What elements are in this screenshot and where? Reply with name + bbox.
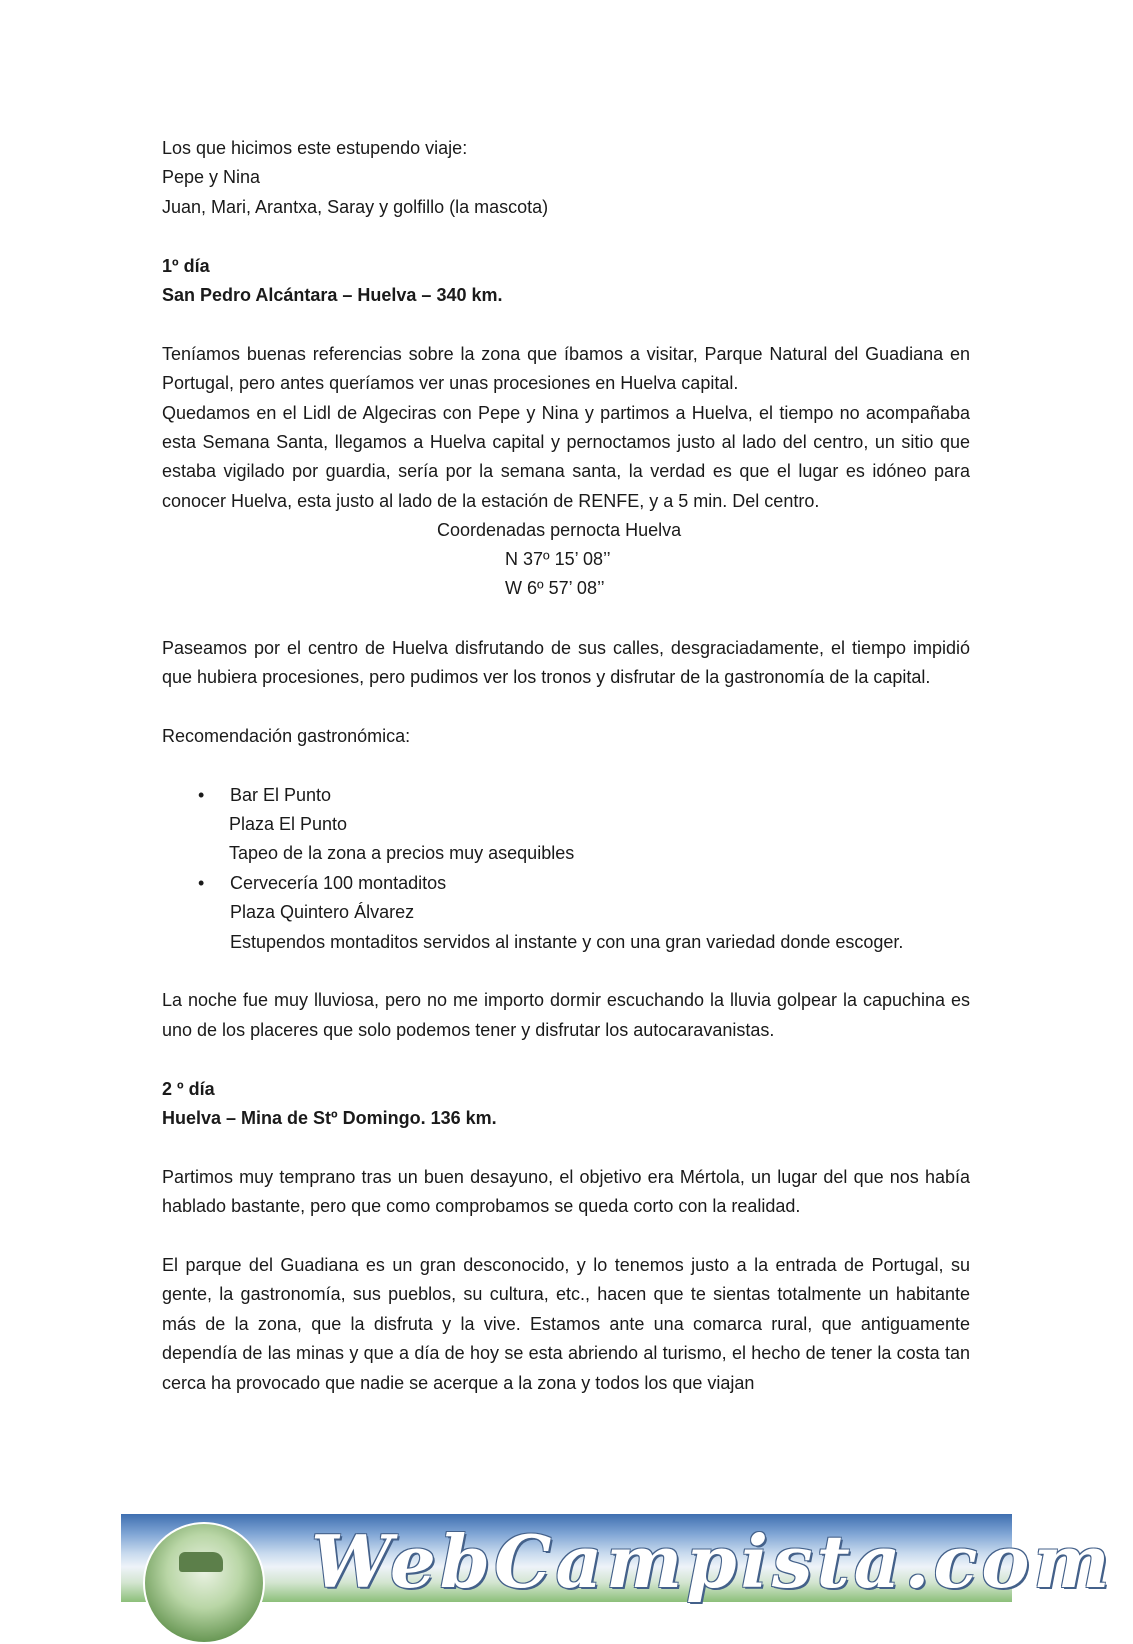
day1-paragraph-1: Teníamos buenas referencias sobre la zona que íbamos a visitar, Parque Natural del Guadiana en Portugal, pero antes queríamos ver unas procesiones en Huelva capital.: [162, 343, 970, 394]
day1-paragraph-3: Paseamos por el centro de Huelva disfrutando de sus calles, desgraciadamente, el tiempo impidió que hubiera procesiones, pero pudimos ver los tronos y disfrutar de la gastronomía de la capital.: [162, 637, 970, 688]
spacer: [162, 957, 970, 986]
day2-paragraph-2: El parque del Guadiana es un gran desconocido, y lo tenemos justo a la entrada de Portugal, su gente, la gastronomía, sus pueblos, su cultura, etc., hacen que te sientas totalmente un habitante más de la zona, que la disfruta y la vive. Estamos ante una comarca rural, que antiguamente dependía de las minas y que a día de hoy se esta abriendo al turismo, el hecho de tener la costa tan cerca ha provocado que nadie se acerque a la zona y todos los que viajan: [162, 1255, 970, 1393]
coordinates-block: [162, 516, 970, 604]
recommendation-place: Plaza Quintero Álvarez: [230, 902, 415, 923]
spacer: [162, 222, 970, 251]
document-body: [162, 134, 970, 1398]
list-item: [162, 869, 970, 957]
spacer: [162, 604, 970, 633]
footer-banner: [121, 1514, 1114, 1604]
day1-heading: 1º día: [162, 255, 210, 276]
day1-paragraph-4: La noche fue muy lluviosa, pero no me importo dormir escuchando la lluvia golpear la capuchina es uno de los placeres que solo podemos tener y disfrutar los autocaravanistas.: [162, 990, 970, 1040]
bullet-icon: •: [198, 872, 205, 893]
coordinates-title: Coordenadas pernocta Huelva: [437, 520, 682, 541]
bullet-icon: •: [198, 784, 205, 805]
coordinates-west: W 6º 57’ 08’’: [505, 578, 605, 599]
intro-line-2: Pepe y Nina: [162, 167, 261, 188]
day2-paragraph-1: Partimos muy temprano tras un buen desayuno, el objetivo era Mértola, un lugar del que nos había hablado bastante, pero que como comprobamos se queda corto con la realidad.: [162, 1166, 970, 1217]
spacer: [162, 1045, 970, 1074]
list-item: [162, 781, 970, 869]
recommendation-description: Tapeo de la zona a precios muy asequibles: [229, 843, 575, 864]
intro-line-1: Los que hicimos este estupendo viaje:: [162, 138, 468, 158]
spacer: [162, 692, 970, 721]
logo-icon: [143, 1522, 265, 1644]
day1-paragraph-2: Quedamos en el Lidl de Algeciras con Pepe y Nina y partimos a Huelva, el tiempo no acompañaba esta Semana Santa, llegamos a Huelva capital y pernoctamos justo al lado del centro, un sitio que estaba vigilado por guardia, sería por la semana santa, la verdad es que el lugar es idóneo para conocer Huelva, esta justo al lado de la estación de RENFE, y a 5 min. Del centro.: [162, 402, 970, 511]
day2-route: Huelva – Mina de Stº Domingo. 136 km.: [162, 1108, 497, 1129]
recommendation-name: Bar El Punto: [230, 784, 332, 805]
recommendation-name: Cervecería 100 montaditos: [230, 872, 447, 893]
spacer: [162, 1133, 970, 1162]
spacer: [162, 1222, 970, 1251]
spacer: [162, 751, 970, 780]
brand-wordmark: WebCampista.com: [311, 1519, 1114, 1604]
intro-line-3: Juan, Mari, Arantxa, Saray y golfillo (la mascota): [162, 196, 549, 217]
day2-heading: 2 º día: [162, 1078, 215, 1099]
coordinates-north: N 37º 15’ 08’’: [505, 549, 611, 570]
spacer: [162, 310, 970, 339]
day1-route: San Pedro Alcántara – Huelva – 340 km.: [162, 285, 503, 306]
recommendation-list: [162, 781, 970, 957]
recommendation-title: Recomendación gastronómica:: [162, 725, 411, 746]
recommendation-description: Estupendos montaditos servidos al instante y con una gran variedad donde escoger.: [230, 931, 904, 952]
camper-van-icon: [179, 1552, 223, 1572]
recommendation-place: Plaza El Punto: [229, 814, 348, 835]
